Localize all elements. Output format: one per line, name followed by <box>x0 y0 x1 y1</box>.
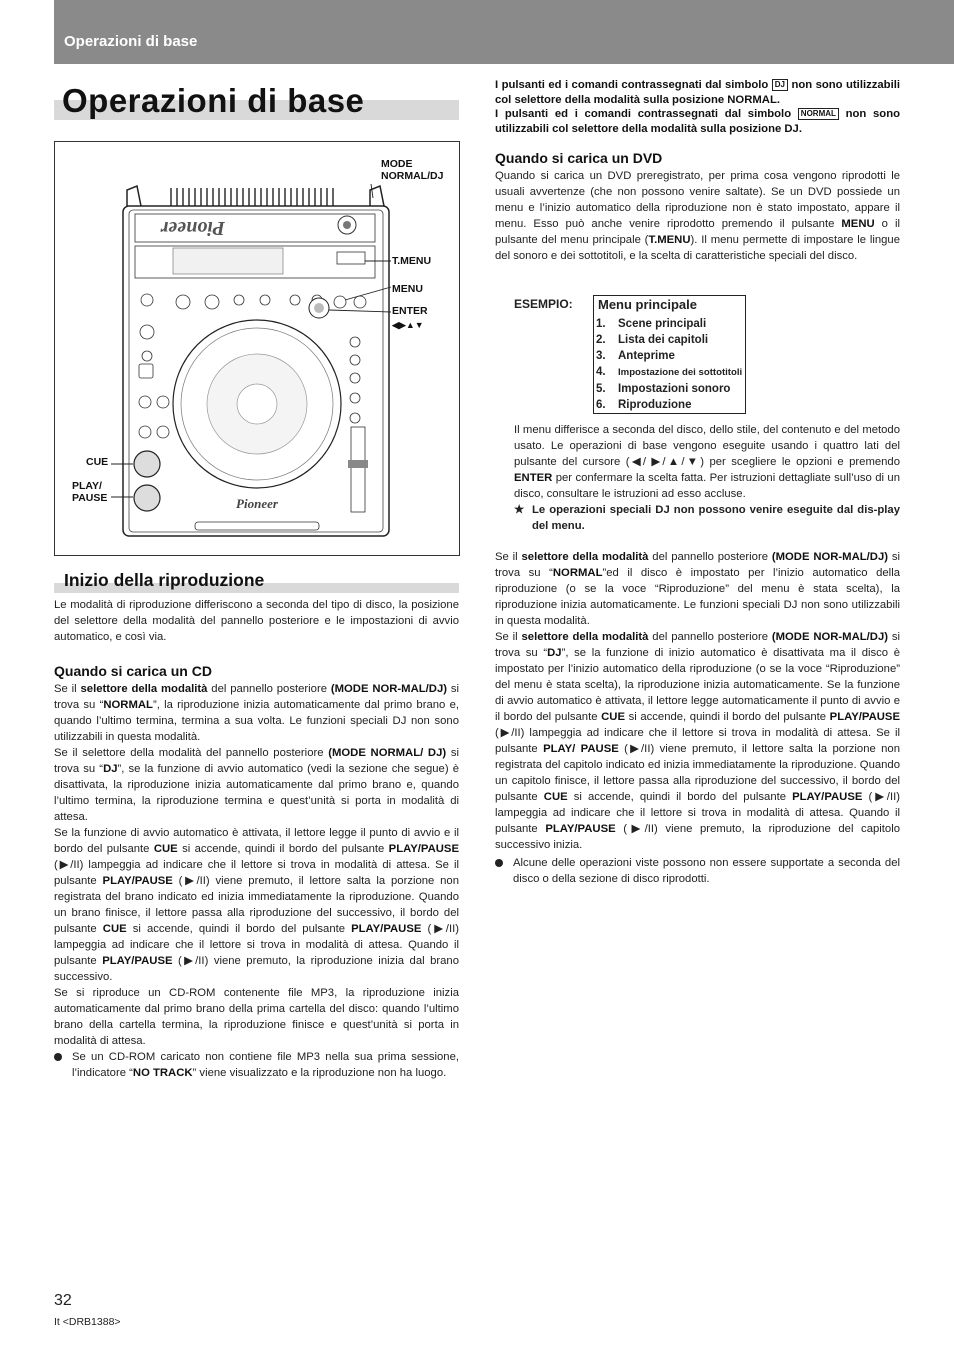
player-figure <box>54 141 460 556</box>
label-arrows: ◀▶▲▼ <box>392 320 424 330</box>
page-number: 32 <box>54 1292 72 1309</box>
left-column <box>54 597 459 1081</box>
dvd-paragraph-3: Se il selettore della modalità del pannello posteriore (MODE NOR-MAL/DJ) si trova su “NORMAL”ed il disco è impostato per l’inizio automatico della riproduzione (o se la voce “Riproduzione” del menu è stata scelta), la riproduzione inizia automaticamente. Le funzioni speciali DJ non sono utilizzabili in questa modalità. <box>495 551 900 627</box>
section-title-text: Inizio della riproduzione <box>64 570 265 590</box>
dj-note: ★ Le operazioni speciali DJ non possono venire eseguite dal dis-play del menu. <box>514 504 900 532</box>
dvd-paragraph-4: Se il selettore della modalità del pannello posteriore (MODE NOR-MAL/DJ) si trova su “DJ”, se la funzione di inizio automatico è disattivata ma il disco è impostato per l’inizio automatico della riproduzione (o se la voce “Riproduzione” del menu è stata scelta), la riproduzione inizia automaticamente. Se la funzione di avvio automatico è attivata, il lettore legge automaticamente il punto di avvio e il bordo del pulsante CUE si accende, quindi il bordo del pulsante PLAY/PAUSE (▶/II) lampeggia ad indicare che il lettore si trova in modalità di attesa. Se il pulsante PLAY/ PAUSE (▶/II) viene premuto, il lettore salta la porzione non registrata del capitolo indicato ed inizia immediatamente la riproduzione. Quando un capitolo finisce, il lettore passa alla riproduzione del successivo, il bordo del pulsante CUE si accende, quindi il bordo del pulsante PLAY/PAUSE (▶/II) lampeggia ad indicare che il lettore si trova in modalità di attesa. Quando il pulsante PLAY/PAUSE (▶/II) viene premuto, la riproduzione del capitolo successivo inizia. <box>495 631 900 851</box>
notice-text: I pulsanti ed i comandi contrassegnati dal simbolo DJ non sono utilizzabili col selettore della modalità sulla posizione NORMAL. I pulsanti ed i comandi contrassegnati dal simbolo NORMAL non sono utilizzabili col selettore della modalità sulla posizione DJ. <box>495 79 900 135</box>
menu-example-title: Menu principale <box>598 297 697 312</box>
header-bar <box>54 0 954 64</box>
label-play-pause <box>72 480 107 504</box>
cd-title: Quando si carica un CD <box>54 663 212 679</box>
normal-symbol: NORMAL <box>798 108 839 120</box>
dvd-bullet: Alcune delle operazioni viste possono non essere supportate a seconda del disco o della sezione di disco riprodotti. <box>495 855 900 887</box>
label-enter: ENTER <box>392 305 428 317</box>
page-title <box>54 82 459 124</box>
menu-example-box <box>593 295 746 414</box>
star-icon: ★ <box>514 504 525 516</box>
cd-bullet: Se un CD-ROM caricato non contiene file MP3 nella sua prima sessione, l’indicatore “NO TRACK” viene visualizzato e la riproduzione non ha luogo. <box>54 1049 459 1081</box>
bullet-dot <box>495 859 503 867</box>
cd-paragraph-2: Se il selettore della modalità del pannello posteriore (MODE NORMAL/ DJ) si trova su “DJ”, se la funzione di avvio automatico (vedi la sezione che segue) è disattivata, la riproduzione inizia automaticamente dal primo brano e, quando l’ultimo termina, la riproduzione termina e quest’unità si porta in modalità di attesa. <box>54 747 459 823</box>
dvd-title: Quando si carica un DVD <box>495 150 663 166</box>
cd-paragraph-1: Se il selettore della modalità del pannello posteriore (MODE NOR-MAL/DJ) si trova su “NORMAL”, la riproduzione inizia automaticamente dal primo brano e, quando l’ultimo termina, termina a sua volta. Le funzioni speciali DJ non sono utilizzabili in questa modalità. <box>54 683 459 743</box>
label-mode <box>381 158 443 182</box>
menu-example-item: 2. Lista dei capitoli <box>596 334 709 346</box>
document-code: It <DRB1388> <box>54 1316 121 1328</box>
cd-paragraph-4: Se si riproduce un CD-ROM contenente file MP3, la riproduzione inizia automaticamente dal primo brano della prima cartella del disco: quando l’ultimo brano della cartella termina, la riproduzione finisce e quest’unità si porta in modalità di attesa. <box>54 987 459 1047</box>
label-mode-line2: NORMAL/DJ <box>381 170 444 182</box>
dvd-paragraph-2: Il menu differisce a seconda del disco, dello stile, del contenuto e del metodo usato. Le operazioni di base vengono eseguite usando i quattro lati del pulsante del cursore (◀/ ▶/▲/▼) per scegliere le opzioni e premendo ENTER per confermare la scelta fatta. Per istruzioni dettagliate sull’uso di un disco, consultare le istruzioni ad esso accluse. <box>514 424 900 500</box>
menu-example-item: 1. Scene principali <box>596 318 707 330</box>
label-play-line2: PAUSE <box>72 492 108 504</box>
dvd-section <box>495 150 900 264</box>
label-play-line1: PLAY/ <box>72 480 102 492</box>
menu-example-item: 4. Impostazione dei sottotitoli <box>596 366 743 378</box>
bullet-dot <box>54 1053 62 1061</box>
dvd-continued <box>495 549 900 887</box>
dvd-paragraph-1: Quando si carica un DVD preregistrato, per prima cosa vengono riprodotti le usuali avvertenze (che non possono venire saltate). Se un DVD possiede un menu e l’inizio automatico della riproduzione non è stato impostato, appare il menu. Esso può anche venire riprodotto premendo il pulsante MENU o il pulsante del menu principale (T.MENU). Il menu permette di impostare le lingue del sonoro e dei sottotitoli, e la scelta di caratteristiche speciali del disco. <box>495 170 900 262</box>
cdj-illustration <box>55 142 459 555</box>
dj-symbol: DJ <box>772 79 788 91</box>
brand-logo-mirrored: Pioneer <box>160 217 225 239</box>
brand-logo: Pioneer <box>236 496 278 511</box>
page-title-text: Operazioni di base <box>62 82 365 119</box>
section-title <box>54 570 459 594</box>
label-mode-line1: MODE <box>381 158 413 170</box>
intro-paragraph: Le modalità di riproduzione differiscono a seconda del tipo di disco, la posizione del selettore della modalità del pannello posteriore e le impostazioni di avvio automatico, e così via. <box>54 599 459 643</box>
menu-example-list <box>596 316 742 413</box>
label-tmenu: T.MENU <box>392 255 432 267</box>
menu-example-item: 3. Anteprime <box>596 350 675 362</box>
notice-block <box>495 78 900 136</box>
menu-example-item: 6. Riproduzione <box>596 399 692 411</box>
label-menu: MENU <box>392 283 423 295</box>
cd-paragraph-3: Se la funzione di avvio automatico è attivata, il lettore legge il punto di avvio e il bordo del pulsante CUE si accende, quindi il bordo del pulsante PLAY/PAUSE (▶/II) lampeggia ad indicare che il lettore si trova in modalità di attesa. Se il pulsante PLAY/PAUSE (▶/II) viene premuto, il lettore salta la porzione non registrata del brano indicato ed inizia immediatamente la riproduzione. Quando un brano finisce, il lettore passa alla riproduzione del successivo, il bordo del pulsante CUE si accende, quindi il bordo del pulsante PLAY/PAUSE (▶/II) lampeggia ad indicare che il lettore si trova in modalità di attesa. Quando il pulsante PLAY/PAUSE (▶/II) viene premuto, la riproduzione inizia dal brano successivo. <box>54 827 459 983</box>
example-label: ESEMPIO: <box>514 297 573 311</box>
header-section: Operazioni di base <box>64 33 198 50</box>
dvd-menu-explanation <box>514 422 900 534</box>
label-cue: CUE <box>86 456 109 468</box>
menu-example-item: 5. Impostazioni sonoro <box>596 383 731 395</box>
